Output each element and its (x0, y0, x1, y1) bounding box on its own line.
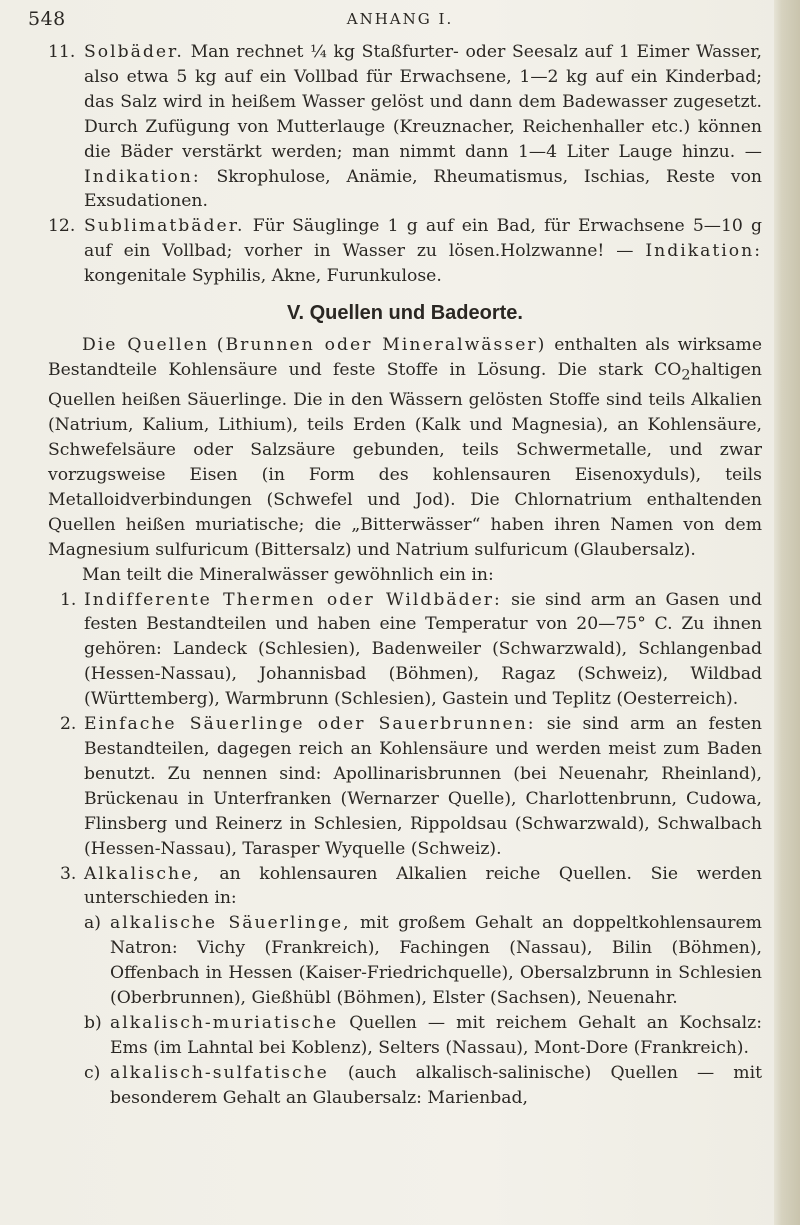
chapter-heading: V. Quellen und Badeorte. (287, 302, 523, 325)
list-term: Indifferente Thermen oder Wildbäder: (84, 589, 502, 610)
sublist-item (48, 911, 762, 1011)
sublist-item (48, 1011, 762, 1061)
list-item (48, 712, 762, 861)
list-text (84, 588, 762, 713)
section-body: Man rechnet ¼ kg Staßfurter- oder Seesalz auf 1 Eimer Wasser, also etwa 5 kg auf ein Vollbad für Erwachsene, 1—2 kg auf ein Kinderbad; das Salz wird in heißem Wasser gelöst und dann dem Badewasser zugesetzt. Durch Zufügung von Mutterlauge (Kreuznacher, Reichenhaller etc.) können die Bäder verstärkt werden; man nimmt dann 1—4 Liter Lauge hinzu. — (84, 42, 763, 162)
running-title: ANHANG I. (346, 10, 454, 28)
intro-text-b: haltigen Quellen heißen Säuerlinge. Die in den Wässern gelösten Stoffe sind teils Alkalien (Natrium, Kalium, Lithium), teils Erden (Kalk und Magnesia), an Kohlensäure, Schwefelsäure oder Salzsäure gebunden, teils Schwermetalle, und zwar vorzugsweise Eisen (in Form des kohlensauren Eisenoxyduls), teils Metalloidverbindungen (Schwefel und Jod). Die Chlornatrium enthaltenden Quellen heißen muriatische; die „Bitterwässer“ haben ihren Namen von dem Magnesium sulfuricum (Bittersalz) und Natrium sulfuricum (Glaubersalz). (48, 359, 762, 560)
sublist-label: a) (84, 913, 101, 934)
list-item (48, 862, 762, 912)
sublist-text (110, 911, 762, 1011)
section-12-sublimatbaeder (48, 214, 762, 289)
intro-subscript: 2 (681, 367, 691, 384)
list-number: 2. (60, 714, 77, 735)
indication-label: Indikation: (645, 241, 762, 262)
section-number: 12. (48, 216, 76, 237)
section-11-solbaeder (48, 40, 762, 214)
list-term: Einfache Säuerlinge oder Sauerbrunnen: (84, 714, 536, 735)
sublist-term: alkalisch-muriatische (110, 1012, 339, 1033)
sublist-text (110, 1061, 762, 1111)
section-text (84, 40, 762, 214)
page-body (48, 40, 762, 1111)
sublist-term: alkalisch-sulfatische (110, 1062, 329, 1083)
list-item (48, 588, 762, 713)
intro-term: Die Quellen (82, 335, 209, 356)
page-number: 548 (28, 8, 66, 30)
list-body: an kohlensauren Alkalien reiche Quellen. Sie werden unterschieden in: (84, 863, 762, 909)
sublist-term: alkalische Säuerlinge, (110, 913, 351, 934)
list-term: Alkalische, (84, 863, 201, 884)
list-number: 3. (60, 863, 77, 884)
intro-paragraph-2: Man teilt die Mineralwässer gewöhnlich ein in: (82, 564, 494, 585)
sublist-text (110, 1011, 762, 1061)
sublist-body: Quellen — mit reichem Gehalt an Kochsalz: Ems (im Lahntal bei Koblenz), Selters (Nassau), Mont-Dore (Frankreich). (110, 1012, 763, 1058)
section-term: Sublimatbäder. (84, 216, 245, 237)
list-text (84, 712, 762, 861)
indication-text: Skrophulose, Anämie, Rheumatismus, Ischias, Reste von Exsudationen. (84, 166, 762, 212)
section-body: Für Säuglinge 1 g auf ein Bad, für Erwachsene 5—10 g auf ein Vollbad; vorher in Wasser zu lösen.Holzwanne! — (84, 216, 762, 262)
list-body: sie sind arm an Gasen und festen Bestandteilen und haben eine Temperatur von 20—75° C. Zu ihnen gehören: Landeck (Schlesien), Badenweiler (Schwarzwald), Schlangenbad (Hessen-Nassau), Johannisbad (Böhmen), Ragaz (Schweiz), Wildbad (Württemberg), Warmbrunn (Schlesien), Gastein und Teplitz (Oesterreich). (84, 589, 763, 710)
sublist-label: c) (84, 1062, 101, 1083)
intro-text-a: enthalten als wirksame Bestandteile Kohlensäure und feste Stoffe in Lösung. Die stark CO (48, 335, 763, 380)
section-term: Solbäder. (84, 42, 184, 62)
page-edge-shadow (774, 0, 800, 1225)
list-body: sie sind arm an festen Bestandteilen, dagegen reich an Kohlensäure und werden meist zum Baden benutzt. Zu nennen sind: Apollinarisbrunnen (bei Neuenahr, Rheinland), Brückenau in Unterfranken (Wernarzer Quelle), Charlottenbrunn, Cudowa, Flinsberg und Reinerz in Schlesien, Rippoldsau (Schwarzwald), Schwalbach (Hessen-Nassau), Tarasper Wyquelle (Schweiz). (84, 714, 762, 859)
section-number: 11. (48, 42, 76, 62)
sublist-label: b) (84, 1012, 102, 1033)
sublist-item (48, 1061, 762, 1111)
page-header (0, 8, 800, 34)
sublist-body: (auch alkalisch-salinische) Quellen — mit besonderem Gehalt an Glaubersalz: Marienbad, (110, 1062, 762, 1108)
list-number: 1. (60, 589, 77, 610)
sublist-body: mit großem Gehalt an doppeltkohlensaurem Natron: Vichy (Frankreich), Fachingen (Nassau), Bilin (Böhmen), Offenbach in Hessen (Kaiser-Friedrichquelle), Obersalzbrunn in Schlesien (Oberbrunnen), Gießhübl (Böhmen), Elster (Sachsen), Neuenahr. (110, 913, 762, 1009)
indication-text: kongenitale Syphilis, Akne, Furunkulose. (84, 266, 442, 287)
indication-label: Indikation: (84, 166, 201, 187)
section-text (84, 214, 762, 289)
intro-paragraph (48, 333, 762, 563)
intro-paren: (Brunnen oder Mineralwässer) (216, 335, 547, 356)
list-text (84, 862, 762, 912)
